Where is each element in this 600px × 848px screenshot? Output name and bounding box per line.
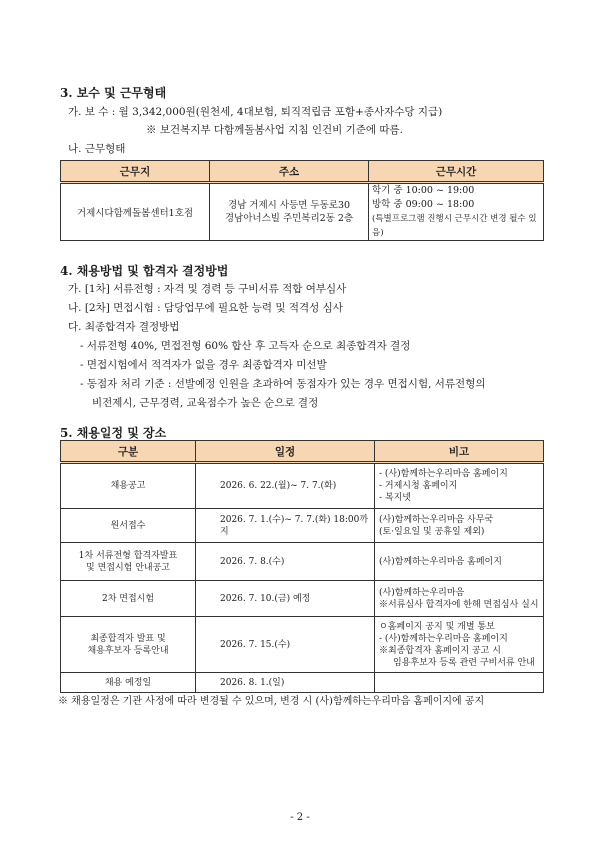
row-date: 2026. 7. 8.(수) (196, 543, 375, 581)
th-schedule: 일정 (196, 441, 375, 463)
address-line-1: 경남 거제시 사등면 두동로30 (227, 200, 351, 211)
section-5-title: 5. 채용일정 및 장소 (60, 426, 167, 440)
row-category: 채용 예정일 (61, 673, 196, 693)
table-row (61, 673, 544, 693)
work-form-label: 나. 근무형태 (68, 143, 126, 155)
table-row (61, 183, 544, 241)
th-category: 구분 (61, 441, 196, 463)
pay-note: ※ 보건복지부 다함께돌봄사업 지침 인건비 기준에 따름. (146, 124, 404, 136)
row-date: 2026. 8. 1.(일) (196, 673, 375, 693)
category-line: 및 면접시험 안내공고 (86, 562, 170, 573)
category-line: 채용후보자 등록안내 (87, 645, 169, 656)
row-remarks (375, 463, 544, 509)
row-remarks: (사)함께하는우리마음 홈페이지 (375, 543, 544, 581)
row-remarks (375, 673, 544, 693)
address-cell (210, 183, 369, 241)
remark-line: (사)함께하는우리마음 (379, 587, 465, 598)
row-date: 2026. 7. 15.(수) (196, 617, 375, 673)
remark-line: - (사)함께하는우리마음 홈페이지 (379, 469, 508, 479)
row-category: 2차 면접시험 (61, 581, 196, 617)
th-remarks: 비고 (375, 441, 544, 463)
row-date: 2026. 6. 22.(월)~ 7. 7.(화) (196, 463, 375, 509)
hours-vacation: 방학 중 09:00 ~ 18:00 (372, 199, 475, 210)
method-4: - 서류전형 40%, 면접전형 60% 합산 후 고득자 순으로 최종합격자 결정 (80, 340, 411, 352)
th-hours: 근무시간 (369, 161, 544, 183)
pay-line: 가. 보 수 : 월 3,342,000원(원천세, 4대보험, 퇴직적립금 포함+종사자수당 지급) (68, 106, 443, 118)
address-line-2: 경남아너스빌 주민복리2동 2층 (224, 213, 354, 224)
row-category (61, 617, 196, 673)
method-6: - 동점자 처리 기준 : 선발예정 인원을 초과하여 동점자가 있는 경우 면접시험, 서류전형의 (80, 378, 486, 390)
remark-line: ㅇ홈페이지 공지 및 개별 통보 (379, 621, 495, 632)
page-number: - 2 - (290, 812, 310, 823)
method-1: 가. [1차] 서류전형 : 자격 및 경력 등 구비서류 적합 여부심사 (68, 283, 347, 295)
remark-line: (토·일요일 및 공휴일 제외) (379, 526, 485, 537)
category-line: 1차 서류전형 합격자발표 (78, 550, 178, 561)
table-row (61, 617, 544, 673)
table-row (61, 463, 544, 509)
table-row (61, 509, 544, 543)
table-row (61, 581, 544, 617)
remark-line: - 복지넷 (379, 493, 411, 503)
row-date: 2026. 7. 1.(수)~ 7. 7.(화) 18:00까지 (196, 509, 375, 543)
method-2: 나. [2차] 면접시험 : 담당업무에 필요한 능력 및 적격성 심사 (68, 302, 343, 314)
hours-note: (특별프로그램 진행시 근무시간 변경 될수 있음) (372, 214, 537, 238)
section-4-title: 4. 채용방법 및 합격자 결정방법 (60, 264, 229, 278)
row-remarks (375, 581, 544, 617)
row-date: 2026. 7. 10.(금) 예정 (196, 581, 375, 617)
hours-cell (369, 183, 544, 241)
method-3: 다. 최종합격자 결정방법 (68, 321, 180, 333)
schedule-table (60, 440, 544, 693)
category-line: 최종합격자 발표 및 (90, 633, 166, 644)
work-table (60, 160, 544, 241)
row-remarks (375, 509, 544, 543)
th-address: 주소 (210, 161, 369, 183)
row-category (61, 543, 196, 581)
remark-line: 임용후보자 등록 관련 구비서류 안내 (393, 657, 535, 668)
section-3-title: 3. 보수 및 근무형태 (60, 86, 167, 100)
remark-line: ※최종합격자 홈페이지 공고 시 (379, 645, 501, 656)
place-cell: 거제시다함께돌봄센터1호점 (61, 183, 210, 241)
hours-term: 학기 중 10:00 ~ 19:00 (372, 185, 475, 196)
method-7: 비전제시, 근무경력, 교육점수가 높은 순으로 결정 (92, 397, 319, 409)
row-category: 원서접수 (61, 509, 196, 543)
method-5: - 면접시험에서 적격자가 없을 경우 최종합격자 미선발 (80, 359, 327, 371)
remark-line: ※서류심사 합격자에 한해 면접심사 실시 (379, 599, 539, 610)
remark-line: - 거제시청 홈페이지 (379, 481, 458, 491)
row-category: 채용공고 (61, 463, 196, 509)
schedule-note: ※ 채용일정은 기관 사정에 따라 변경될 수 있으며, 변경 시 (사)함께하는우리마음 홈페이지에 공지 (58, 696, 485, 707)
remark-line: (사)함께하는우리마음 사무국 (379, 514, 494, 525)
th-place: 근무지 (61, 161, 210, 183)
row-remarks (375, 617, 544, 673)
table-row (61, 543, 544, 581)
remark-line: - (사)함께하는우리마음 홈페이지 (379, 633, 508, 644)
